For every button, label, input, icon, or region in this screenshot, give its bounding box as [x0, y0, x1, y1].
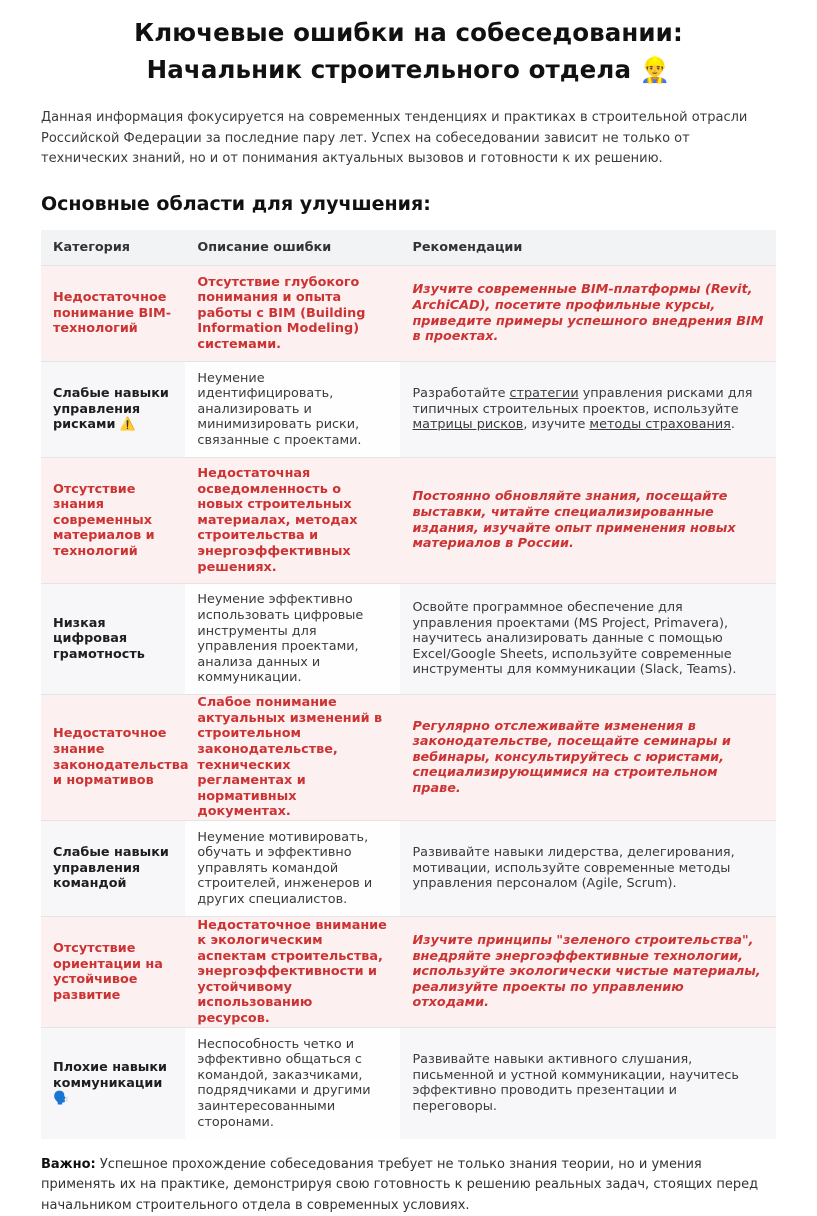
important-note — [41, 1155, 776, 1216]
header-description: Описание ошибки — [185, 230, 400, 266]
rec-text: Разработайте — [412, 386, 510, 402]
table-row — [41, 458, 776, 584]
page-title-line-2: Начальник строительного отдела 👷‍♂️ — [146, 55, 671, 84]
row-category: Слабые навыки управления рисками ⚠️ — [41, 362, 185, 458]
row-description: Слабое понимание актуальных изменений в строительном законодательстве, технических регламентах и нормативных документах. — [185, 695, 400, 821]
table-row — [41, 584, 776, 695]
row-category: Низкая цифровая грамотность — [41, 584, 185, 695]
table-row — [41, 695, 776, 821]
rec-text: , изучите — [523, 417, 590, 433]
row-recommendation: Развивайте навыки активного слушания, письменной и устной коммуникации, научитесь эффективно проводить презентации и переговоры. — [400, 1028, 776, 1139]
row-description: Неумение эффективно использовать цифровые инструменты для управления проектами, анализа данных и коммуникации. — [185, 584, 400, 695]
table-row — [41, 917, 776, 1028]
mistakes-table — [41, 230, 776, 1139]
row-recommendation: Развивайте навыки лидерства, делегирования, мотивации, используйте современные методы управления персоналом (Agile, Scrum). — [400, 821, 776, 917]
row-recommendation: Освойте программное обеспечение для управления проектами (MS Project, Primavera), научитесь анализировать данные с помощью Excel/Google Sheets, используйте современные инструменты для коммуникации (Slack, Teams). — [400, 584, 776, 695]
row-recommendation: Изучите принципы "зеленого строительства", внедряйте энергоэффективные технологии, используйте экологически чистые материалы, реализуйте проекты по управлению отходами. — [400, 917, 776, 1028]
row-recommendation: Изучите современные BIM-платформы (Revit, ArchiCAD), посетите профильные курсы, приведите примеры успешного внедрения BIM в проектах. — [400, 266, 776, 362]
row-category: Недостаточное знание законодательства и нормативов — [41, 695, 185, 821]
page-title-line-1: Ключевые ошибки на собеседовании: — [134, 18, 683, 47]
important-label: Важно: — [41, 1156, 96, 1172]
risk-matrices-link[interactable]: матрицы рисков — [412, 417, 524, 433]
header-recommendation: Рекомендации — [400, 230, 776, 266]
table-row — [41, 266, 776, 362]
row-category: Слабые навыки управления командой — [41, 821, 185, 917]
table-header-row — [41, 230, 776, 266]
table-row — [41, 1028, 776, 1139]
section-heading: Основные области для улучшения: — [41, 192, 431, 215]
row-description: Неумение мотивировать, обучать и эффективно управлять командой строителей, инженеров и других специалистов. — [185, 821, 400, 917]
important-text: Успешное прохождение собеседования требует не только знания теории, но и умения применять их на практике, демонстрируя свою готовность к решению реальных задач, стоящих перед начальником строительного отдела в современных условиях. — [41, 1156, 759, 1213]
intro-paragraph: Данная информация фокусируется на современных тенденциях и практиках в строительной отрасли Российской Федерации за последние пару лет. Успех на собеседовании зависит не только от технических знаний, но и от понимания актуальных вызовов и готовности к их решению. — [41, 110, 748, 166]
table-row — [41, 362, 776, 458]
strategies-link[interactable]: стратегии — [509, 386, 579, 402]
row-description: Недостаточная осведомленность о новых строительных материалах, методах строительства и энергоэффективных решениях. — [185, 458, 400, 584]
page-title — [41, 14, 776, 88]
rec-text: управления рисками для типичных строительных проектов, используйте — [412, 386, 753, 417]
insurance-methods-link[interactable]: методы страхования — [589, 417, 731, 433]
row-recommendation — [400, 362, 776, 458]
row-category: Отсутствие ориентации на устойчивое развитие — [41, 917, 185, 1028]
table-row — [41, 821, 776, 917]
row-description: Неспособность четко и эффективно общаться с командой, заказчиками, подрядчиками и другими заинтересованными сторонами. — [185, 1028, 400, 1139]
header-category: Категория — [41, 230, 185, 266]
row-recommendation: Постоянно обновляйте знания, посещайте выставки, читайте специализированные издания, изучайте опыт применения новых материалов в России. — [400, 458, 776, 584]
row-category: Недостаточное понимание BIM-технологий — [41, 266, 185, 362]
row-recommendation: Регулярно отслеживайте изменения в законодательстве, посещайте семинары и вебинары, консультируйтесь с юристами, специализирующимися на строительном праве. — [400, 695, 776, 821]
row-category: Отсутствие знания современных материалов и технологий — [41, 458, 185, 584]
row-description: Отсутствие глубокого понимания и опыта работы с BIM (Building Information Modeling) системами. — [185, 266, 400, 362]
row-category: Плохие навыки коммуникации 🗣️ — [41, 1028, 185, 1139]
row-description: Неумение идентифицировать, анализировать и минимизировать риски, связанные с проектами. — [185, 362, 400, 458]
row-description: Недостаточное внимание к экологическим аспектам строительства, энергоэффективности и устойчивому использованию ресурсов. — [185, 917, 400, 1028]
rec-text: . — [730, 417, 735, 433]
